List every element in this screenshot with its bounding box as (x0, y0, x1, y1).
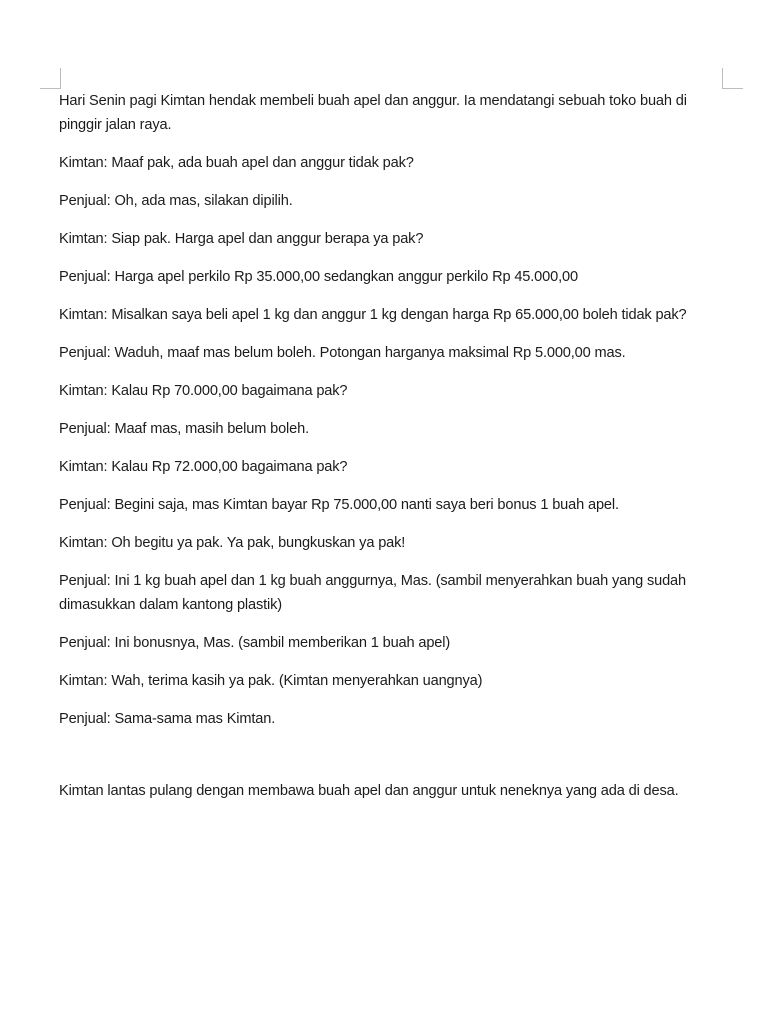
intro-paragraph: Hari Senin pagi Kimtan hendak membeli buah apel dan anggur. Ia mendatangi sebuah toko buah di pinggir jalan raya. (59, 93, 687, 133)
dialogue-line: Penjual: Harga apel perkilo Rp 35.000,00 sedangkan anggur perkilo Rp 45.000,00 (59, 269, 578, 285)
paragraph-spacer (59, 745, 709, 779)
dialogue-line: Kimtan: Kalau Rp 70.000,00 bagaimana pak? (59, 383, 348, 399)
closing-paragraph: Kimtan lantas pulang dengan membawa buah apel dan anggur untuk neneknya yang ada di desa. (59, 783, 679, 799)
margin-corner-top-left (40, 68, 61, 89)
dialogue-line: Kimtan: Wah, terima kasih ya pak. (Kimtan menyerahkan uangnya) (59, 673, 483, 689)
document-body (59, 89, 709, 817)
dialogue-line: Penjual: Ini 1 kg buah apel dan 1 kg buah anggurnya, Mas. (sambil menyerahkan buah yang sudah dimasukkan dalam kantong plastik) (59, 573, 686, 613)
dialogue-line: Kimtan: Oh begitu ya pak. Ya pak, bungkuskan ya pak! (59, 535, 406, 551)
dialogue-line: Penjual: Oh, ada mas, silakan dipilih. (59, 193, 293, 209)
dialogue-line: Penjual: Maaf mas, masih belum boleh. (59, 421, 309, 437)
dialogue-line: Kimtan: Misalkan saya beli apel 1 kg dan anggur 1 kg dengan harga Rp 65.000,00 boleh tidak pak? (59, 307, 687, 323)
dialogue-line: Penjual: Sama-sama mas Kimtan. (59, 711, 276, 727)
dialogue-line: Penjual: Begini saja, mas Kimtan bayar Rp 75.000,00 nanti saya beri bonus 1 buah apel. (59, 497, 619, 513)
dialogue-line: Penjual: Waduh, maaf mas belum boleh. Potongan harganya maksimal Rp 5.000,00 mas. (59, 345, 626, 361)
dialogue-line: Kimtan: Maaf pak, ada buah apel dan anggur tidak pak? (59, 155, 414, 171)
dialogue-line: Penjual: Ini bonusnya, Mas. (sambil memberikan 1 buah apel) (59, 635, 451, 651)
dialogue-line: Kimtan: Siap pak. Harga apel dan anggur berapa ya pak? (59, 231, 424, 247)
margin-corner-top-right (722, 68, 743, 89)
dialogue-line: Kimtan: Kalau Rp 72.000,00 bagaimana pak? (59, 459, 348, 475)
